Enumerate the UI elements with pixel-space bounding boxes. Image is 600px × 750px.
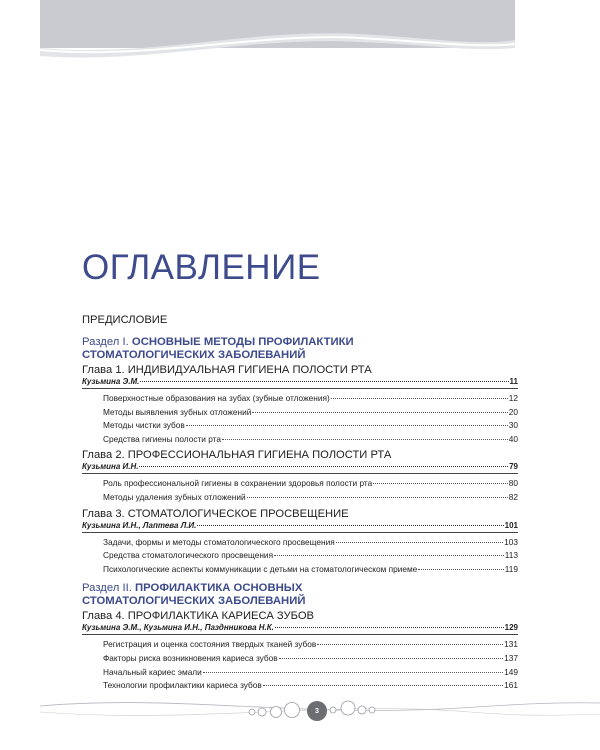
chapter-page: 11 [509, 377, 518, 386]
dot-leader [275, 627, 504, 628]
dot-leader [274, 555, 504, 556]
dot-leader [139, 466, 508, 467]
page-number-badge: 3 [307, 701, 327, 721]
entry-text: Методы чистки зубов [103, 420, 185, 431]
section-heading[interactable] [82, 336, 518, 361]
chapter-page: 79 [509, 462, 518, 472]
dot-leader [222, 439, 508, 440]
section-prefix: Раздел II. [82, 582, 136, 595]
dot-leader [331, 398, 508, 399]
entry-page: 103 [504, 536, 518, 547]
entry-page: 12 [508, 393, 518, 403]
chapter-authors: Кузьмина Э.М. [82, 377, 140, 386]
chapter-title[interactable]: Глава 1. ИНДИВИДУАЛЬНАЯ ГИГИЕНА ПОЛОСТИ РТА [82, 364, 372, 376]
chapter-authors-line [82, 521, 518, 531]
entry-page: 119 [504, 563, 518, 574]
chapter-title[interactable]: Глава 2. ПРОФЕССИОНАЛЬНАЯ ГИГИЕНА ПОЛОСТИ РТА [82, 449, 392, 462]
toc-entry[interactable] [82, 638, 518, 652]
entry-text: Задачи, формы и методы стоматологического просвещения [103, 536, 335, 547]
chapter [82, 508, 518, 577]
entry-text: Методы выявления зубных отложений [103, 406, 252, 417]
entry-page: 137 [504, 652, 518, 663]
entry-text: Регистрация и оценка состояния твердых тканей зубов [103, 639, 317, 650]
toc-entry[interactable] [82, 563, 518, 577]
entry-text: Психологические аспекты коммуникации с детьми на стоматологическом приеме [103, 563, 418, 574]
chapter-rule [82, 388, 518, 389]
footer-decoration [0, 688, 600, 738]
table-of-contents [82, 314, 518, 693]
chapter-authors-line [82, 462, 518, 472]
chapter [82, 610, 518, 692]
entry-text: Средства стоматологического просвещения [103, 550, 274, 561]
chapter-rule [82, 634, 518, 635]
toc-entry[interactable] [82, 491, 518, 505]
toc-entry[interactable] [82, 536, 518, 550]
page-title: ОГЛАВЛЕНИЕ [82, 248, 321, 287]
chapter-rule [82, 473, 518, 474]
dot-leader [186, 425, 508, 426]
dot-leader [197, 525, 503, 526]
chapter-title[interactable]: Глава 4. ПРОФИЛАКТИКА КАРИЕСА ЗУБОВ [82, 610, 315, 623]
chapter-page: 101 [504, 520, 518, 530]
dot-leader [317, 644, 503, 645]
entry-page: 30 [508, 420, 518, 431]
section-heading[interactable] [82, 582, 518, 607]
dot-leader [263, 685, 503, 686]
toc-entry[interactable] [82, 433, 518, 447]
dot-leader [247, 497, 508, 498]
section-prefix: Раздел I. [82, 336, 132, 348]
dot-leader [373, 483, 508, 484]
section [82, 336, 518, 576]
toc-entry[interactable] [82, 549, 518, 563]
entry-page: 161 [504, 680, 518, 691]
chapter-authors: Кузьмина Э.М., Кузьмина И.Н., Пазднникова Н.К. [82, 623, 274, 633]
dot-leader [279, 658, 503, 659]
dot-leader [203, 672, 503, 673]
section-title-line2: СТОМАТОЛОГИЧЕСКИХ ЗАБОЛЕВАНИЙ [82, 348, 306, 361]
chapter-title[interactable]: Глава 3. СТОМАТОЛОГИЧЕСКОЕ ПРОСВЕЩЕНИЕ [82, 507, 349, 520]
chapter-page: 129 [504, 623, 518, 633]
chapter-authors: Кузьмина И.Н. [82, 462, 139, 472]
preface-item[interactable]: ПРЕДИСЛОВИЕ [82, 314, 168, 326]
section-title-line1: ОСНОВНЫЕ МЕТОДЫ ПРОФИЛАКТИКИ [131, 336, 354, 348]
entry-page: 131 [504, 639, 518, 650]
toc-entry[interactable] [82, 666, 518, 680]
entry-page: 82 [508, 491, 518, 502]
entry-text: Роль профессиональной гигиены в сохранении здоровья полости рта [103, 478, 373, 489]
toc-entry[interactable] [82, 477, 518, 491]
dot-leader [418, 569, 503, 570]
entry-text: Поверхностные образования на зубах (зубные отложения) [103, 393, 330, 403]
sections-container [82, 336, 518, 693]
entry-page: 149 [504, 666, 518, 677]
toc-entry[interactable] [82, 652, 518, 666]
entry-text: Технологии профилактики кариеса зубов [103, 680, 262, 691]
dot-leader [140, 381, 508, 382]
entry-page: 40 [508, 433, 518, 444]
section-title-line1: ПРОФИЛАКТИКА ОСНОВНЫХ [135, 582, 303, 595]
entry-page: 113 [504, 550, 518, 561]
toc-entry[interactable] [82, 419, 518, 433]
entry-text: Факторы риска возникновения кариеса зубов [103, 652, 278, 663]
section-title-line2: СТОМАТОЛОГИЧЕСКИХ ЗАБОЛЕВАНИЙ [82, 594, 306, 607]
entry-text: Средства гигиены полости рта [103, 433, 221, 444]
entry-page: 20 [508, 406, 518, 417]
chapter-rule [82, 532, 518, 533]
chapter-authors: Кузьмина И.Н., Лаптева Л.И. [82, 520, 197, 530]
dot-leader [336, 542, 503, 543]
dot-leader [252, 412, 507, 413]
toc-entry[interactable] [82, 392, 518, 406]
entry-text: Начальный кариес эмали [103, 666, 202, 677]
section [82, 582, 518, 692]
chapter [82, 449, 518, 504]
chapter [82, 364, 518, 446]
chapter-authors-line [82, 623, 518, 633]
toc-entry[interactable] [82, 406, 518, 420]
chapter-authors-line [82, 377, 518, 387]
entry-text: Методы удаления зубных отложений [103, 491, 246, 502]
entry-page: 80 [508, 478, 518, 489]
header-wave-decoration [0, 0, 600, 70]
